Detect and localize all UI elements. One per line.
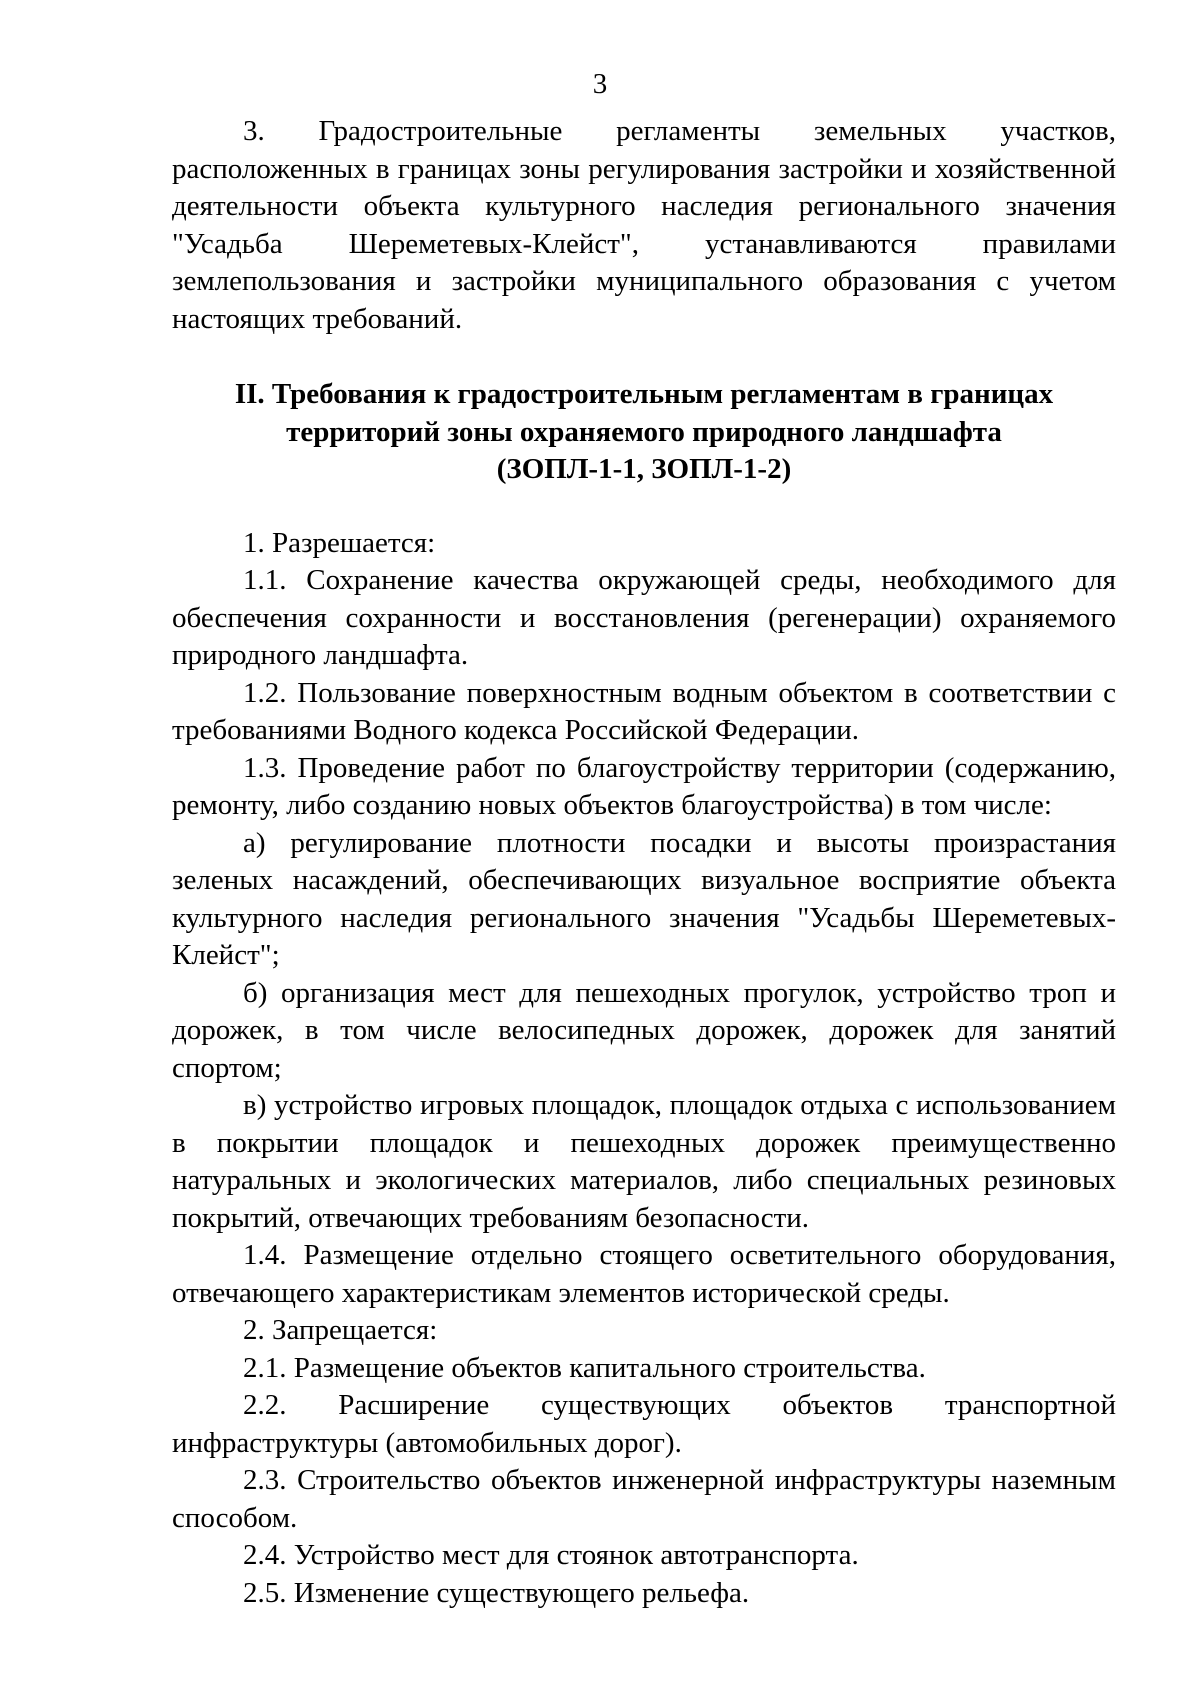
clause-1-1: 1.1. Сохранение качества окружающей среды, необходимого для обеспечения сохранности и восстановления (регенерации) охраняемого природного ландшафта. [172,564,1116,671]
clause-1-4: 1.4. Размещение отдельно стоящего осветительного оборудования, отвечающего характеристикам элементов исторической среды. [172,1239,1116,1309]
section-heading-line-3: (ЗОПЛ-1-1, ЗОПЛ-1-2) [496,453,792,485]
clause-1-3-b: б) организация мест для пешеходных прогулок, устройство троп и дорожек, в том числе велосипедных дорожек, дорожек для занятий спортом; [172,976,1116,1084]
clause-2-4: 2.4. Устройство мест для стоянок автотранспорта. [243,1539,859,1571]
section-heading-line-1: II. Требования к градостроительным регламентам в границах [234,378,1054,410]
document-body [172,113,1116,1612]
clause-2: 2. Запрещается: [243,1314,438,1346]
clause-1-2: 1.2. Пользование поверхностным водным объектом в соответствии с требованиями Водного кодекса Российской Федерации. [172,676,1116,746]
clause-1-3-a: а) регулирование плотности посадки и высоты произрастания зеленых насаждений, обеспечивающих визуальное восприятие объекта культурного наследия регионального значения "Усадьбы Шереметевых-Клейст"; [172,826,1116,971]
clause-1-3-v: в) устройство игровых площадок, площадок отдыха с использованием в покрытии площадок и пешеходных дорожек преимущественно натуральных и экологических материалов, либо специальных резиновых покрытий, отвечающих требованиям безопасности. [172,1089,1116,1234]
clause-2-5: 2.5. Изменение существующего рельефа. [243,1576,750,1609]
clause-2-3: 2.3. Строительство объектов инженерной инфраструктуры наземным способом. [172,1464,1116,1534]
intro-paragraph: 3. Градостроительные регламенты земельных участков, расположенных в границах зоны регулирования застройки и хозяйственной деятельности объекта культурного наследия регионального значения "Усадьба Шереметевых-Клейст", устанавливаются правилами землепользования и застройки муниципального образования с учетом настоящих требований. [172,115,1116,335]
section-heading-line-2: территорий зоны охраняемого природного ландшафта [286,415,1002,448]
clause-2-1: 2.1. Размещение объектов капитального строительства. [243,1351,926,1384]
page-number: 3 [592,68,608,100]
clause-1: 1. Разрешается: [243,526,436,559]
clause-1-3: 1.3. Проведение работ по благоустройству территории (содержанию, ремонту, либо созданию новых объектов благоустройства) в том числе: [172,751,1116,821]
section-heading [172,376,1116,489]
clause-2-2: 2.2. Расширение существующих объектов транспортной инфраструктуры (автомобильных дорог). [172,1389,1116,1459]
